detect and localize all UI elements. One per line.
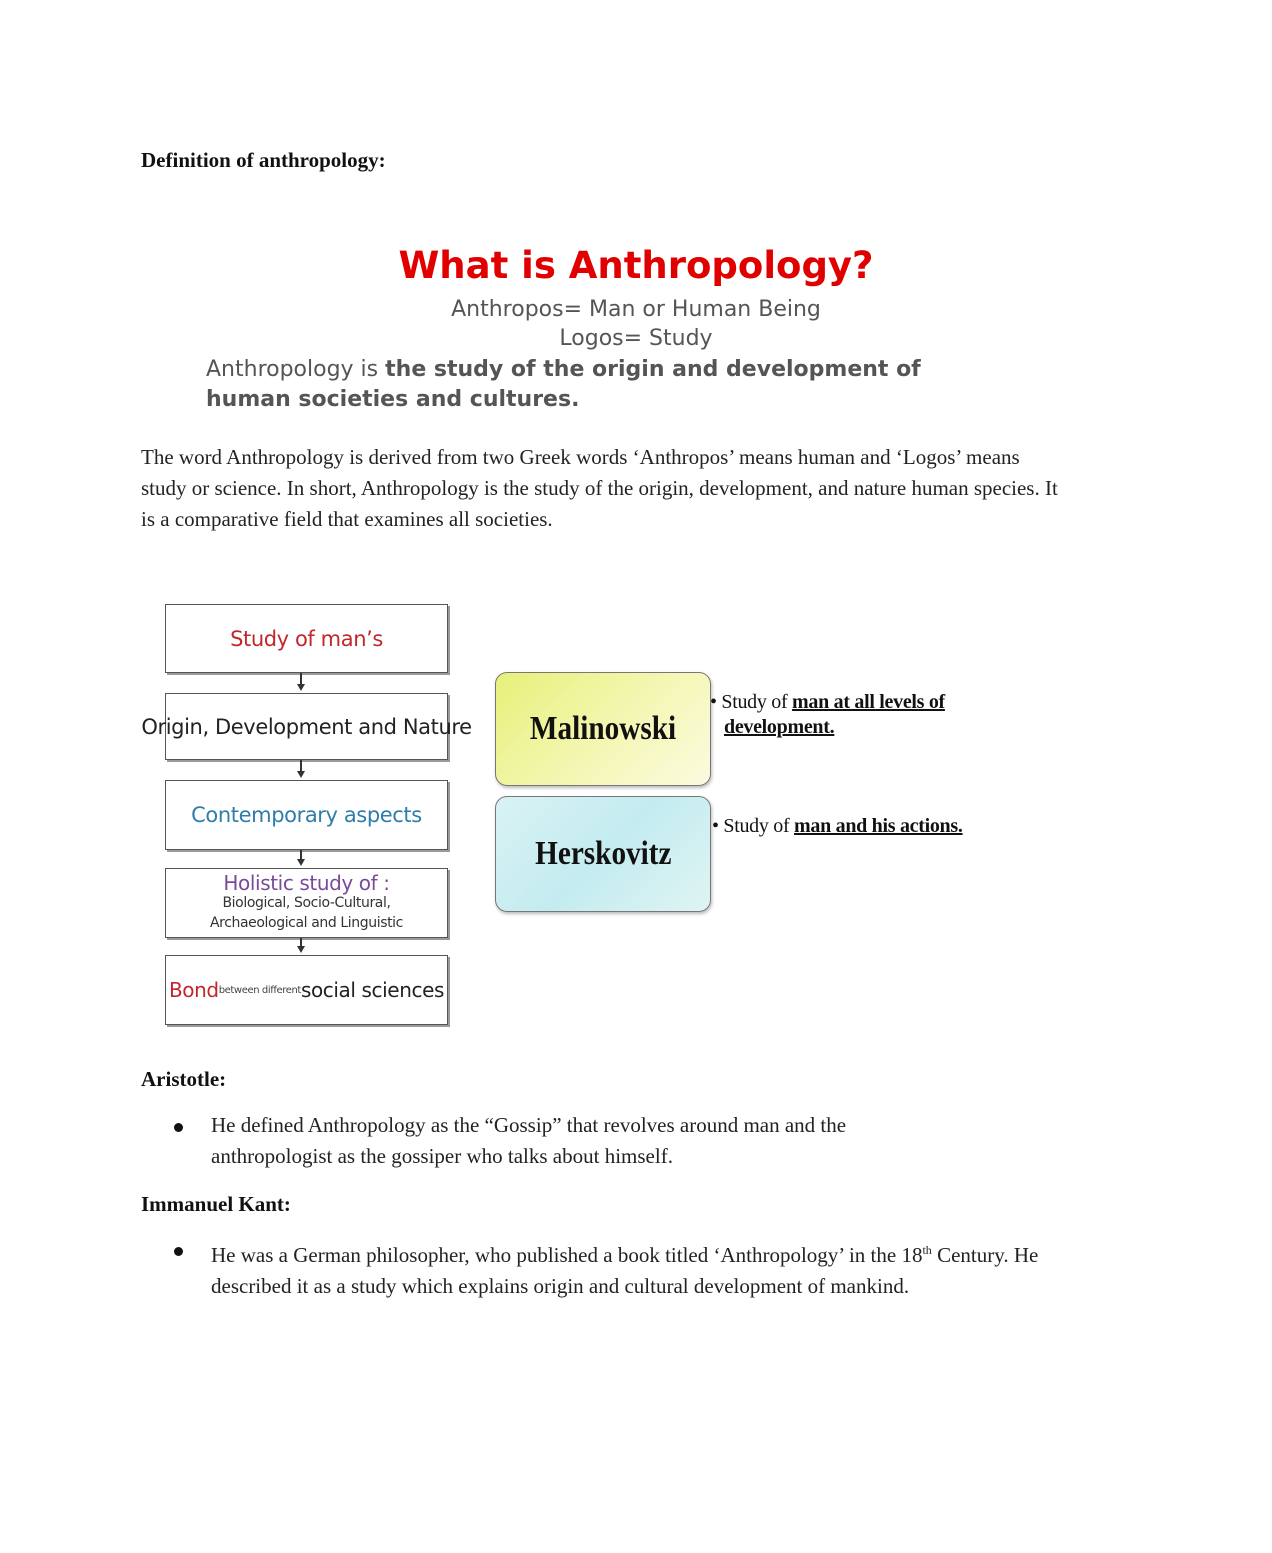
section-heading-definition: Definition of anthropology: xyxy=(141,148,386,172)
flow-box-bond xyxy=(165,955,448,1025)
card-malinowski xyxy=(495,672,711,786)
bullet-dot-icon: • xyxy=(710,691,722,713)
flow-box-study-of-mans xyxy=(165,604,448,673)
bullet-dot-icon xyxy=(174,1123,183,1132)
flow-box-2-label: Origin, Development and Nature xyxy=(141,714,472,739)
flow-box-5-between: between different xyxy=(218,984,301,996)
flow-arrow-1-head xyxy=(297,684,305,691)
card-herskovitz xyxy=(495,796,711,912)
kant-bullet-text xyxy=(211,1235,1041,1302)
card-malinowski-name: Malinowski xyxy=(529,710,677,747)
kant-bullet-part-2: Century. He described it as a study which explains origin and cultural development of mankind. xyxy=(211,1243,1039,1298)
flow-box-1-label: Study of man’s xyxy=(230,626,383,651)
slide-definition-prefix: Anthropology is xyxy=(206,357,386,382)
flow-arrow-2 xyxy=(300,760,302,771)
flow-box-origin xyxy=(141,693,472,760)
malinowski-note xyxy=(710,690,945,740)
flow-box-4-line1: Biological, Socio-Cultural, xyxy=(222,895,391,911)
flow-box-5-social: social sciences xyxy=(300,978,445,1002)
malinowski-note-underlined-2: development. xyxy=(724,716,835,738)
herskovitz-note-prefix: Study of xyxy=(723,815,795,837)
bullet-dot-icon xyxy=(174,1247,183,1256)
flow-box-4-title: Holistic study of : xyxy=(223,871,390,895)
bullet-dot-icon: • xyxy=(712,815,724,837)
slide-definition xyxy=(206,355,1006,415)
herskovitz-note-underlined: man and his actions. xyxy=(794,815,963,837)
flow-box-3-label: Contemporary aspects xyxy=(191,803,422,827)
flow-arrow-1 xyxy=(300,673,302,684)
kant-bullet-part-1: He was a German philosopher, who published a book titled ‘Anthropology’ in the 18 xyxy=(211,1243,923,1267)
flow-arrow-2-head xyxy=(297,771,305,778)
section-heading-kant: Immanuel Kant: xyxy=(141,1192,291,1216)
flow-box-contemporary xyxy=(165,780,448,850)
slide-definition-bold: the study of the origin and development of human societies and cultures. xyxy=(206,357,921,412)
flow-box-holistic xyxy=(165,868,448,938)
slide-title: What is Anthropology? xyxy=(398,244,874,287)
card-herskovitz-name: Herskovitz xyxy=(534,835,672,872)
flow-box-5-bond: Bond xyxy=(168,978,219,1002)
kant-bullet-superscript: th xyxy=(922,1243,932,1257)
flow-box-4-line2: Archaeological and Linguistic xyxy=(210,915,403,931)
slide-line-anthropos: Anthropos= Man or Human Being xyxy=(451,297,821,322)
herskovitz-note xyxy=(712,814,963,839)
intro-paragraph: The word Anthropology is derived from two Greek words ‘Anthropos’ means human and ‘Logos’ means study or science. In short, Anthropology is the study of the origin, development, and nature human species. It is a comparative field that examines all societies. xyxy=(141,445,1058,531)
aristotle-bullet-text: He defined Anthropology as the “Gossip” that revolves around man and the anthropologist as the gossiper who talks about himself. xyxy=(211,1113,847,1168)
slide-line-logos: Logos= Study xyxy=(559,326,713,351)
malinowski-note-underlined-1: man at all levels of xyxy=(792,691,945,713)
flow-arrow-3-head xyxy=(297,859,305,866)
flow-arrow-4-head xyxy=(297,946,305,953)
section-heading-aristotle: Aristotle: xyxy=(141,1067,227,1091)
malinowski-note-prefix: Study of xyxy=(721,691,793,713)
